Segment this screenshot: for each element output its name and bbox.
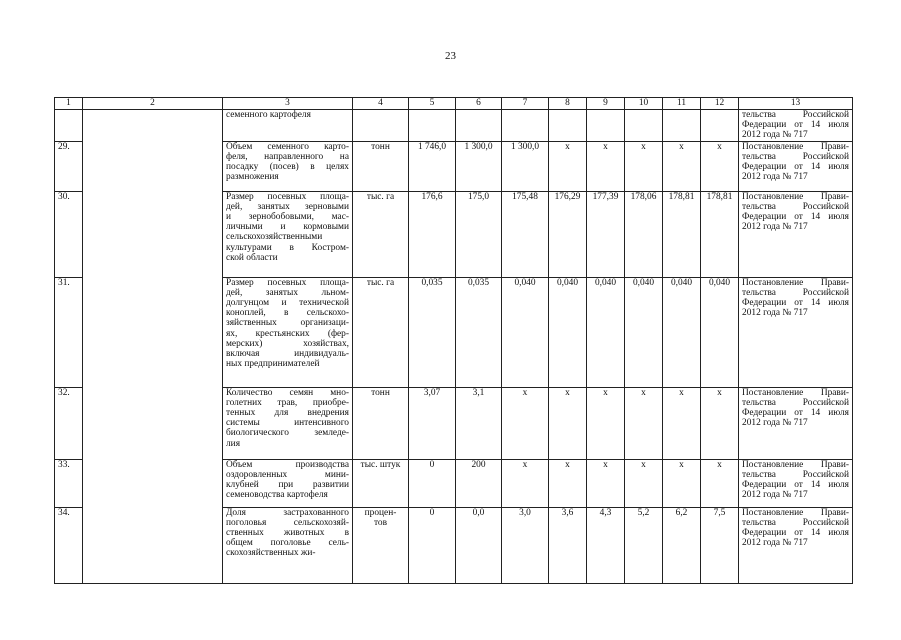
column-number: 6 [456, 98, 502, 110]
value-cell-col-6: 0,035 [456, 277, 502, 387]
value-cell-col-9 [587, 110, 625, 142]
value-cell-col-9: х [587, 387, 625, 459]
value-cell-col-9: 0,040 [587, 277, 625, 387]
source-document: Постановление Прави- тельства Российской Федерации от 14 июля 2012 года № 717 [739, 387, 853, 459]
value-cell-col-6: 3,1 [456, 387, 502, 459]
value-cell-col-8: х [549, 459, 587, 507]
value-cell-col-8 [549, 110, 587, 142]
value-cell-col-5: 0 [409, 507, 456, 583]
value-cell-col-12: 178,81 [701, 191, 739, 277]
value-cell-col-11: 6,2 [663, 507, 701, 583]
value-cell-col-8: х [549, 141, 587, 191]
value-cell-col-9: х [587, 459, 625, 507]
unit-of-measure: тонн [353, 387, 409, 459]
column-number: 13 [739, 98, 853, 110]
column-number: 1 [55, 98, 83, 110]
value-cell-col-10: х [625, 459, 663, 507]
indicators-table [54, 97, 853, 584]
value-cell-col-7: х [502, 387, 549, 459]
value-cell-col-7: 3,0 [502, 507, 549, 583]
unit-of-measure: процен- тов [353, 507, 409, 583]
value-cell-col-10: х [625, 141, 663, 191]
unit-of-measure: тыс. га [353, 191, 409, 277]
column-number: 2 [83, 98, 223, 110]
value-cell-col-5: 176,6 [409, 191, 456, 277]
row-number: 32. [55, 387, 83, 459]
value-cell-col-11: 0,040 [663, 277, 701, 387]
value-cell-col-5 [409, 110, 456, 142]
value-cell-col-6: 0,0 [456, 507, 502, 583]
indicator-name: Размер посевных площа- дей, занятых зерновыми и зернобобовыми, мас- личными и кормовыми сельскохозяйственными культурами в Костром- ской области [223, 191, 353, 277]
column-number: 5 [409, 98, 456, 110]
table-row [55, 110, 853, 142]
column-number: 12 [701, 98, 739, 110]
value-cell-col-9: 177,39 [587, 191, 625, 277]
indicator-name: семенного картофеля [223, 110, 353, 142]
column-number: 3 [223, 98, 353, 110]
value-cell-col-7 [502, 110, 549, 142]
value-cell-col-5: 3,07 [409, 387, 456, 459]
row-number: 34. [55, 507, 83, 583]
value-cell-col-7: 0,040 [502, 277, 549, 387]
value-cell-col-9: 4,3 [587, 507, 625, 583]
value-cell-col-6 [456, 110, 502, 142]
value-cell-col-7: 175,48 [502, 191, 549, 277]
value-cell-col-12: х [701, 459, 739, 507]
value-cell-col-10: 0,040 [625, 277, 663, 387]
value-cell-col-11 [663, 110, 701, 142]
indicator-name: Доля застрахованного поголовья сельскохозяй- ственных животных в общем поголовье сель- скохозяйственных жи- [223, 507, 353, 583]
indicator-name: Объем семенного карто- феля, направленного на посадку (посев) в целях размножения [223, 141, 353, 191]
indicator-name: Размер посевных площа- дей, занятых льном- долгунцом и технической коноплей, в сельскохо- зяйственных организаци- ях, крестьянских (фер- мерских) хозяйствах, включая индивидуаль- ных предпринимателей [223, 277, 353, 387]
value-cell-col-12: х [701, 141, 739, 191]
value-cell-col-8: х [549, 387, 587, 459]
value-cell-col-5: 0,035 [409, 277, 456, 387]
value-cell-col-6: 1 300,0 [456, 141, 502, 191]
value-cell-col-10: х [625, 387, 663, 459]
value-cell-col-11: 178,81 [663, 191, 701, 277]
value-cell-col-11: х [663, 387, 701, 459]
value-cell-col-10 [625, 110, 663, 142]
value-cell-col-11: х [663, 141, 701, 191]
column-number: 4 [353, 98, 409, 110]
column-number: 11 [663, 98, 701, 110]
row-number: 29. [55, 141, 83, 191]
row-number: 30. [55, 191, 83, 277]
value-cell-col-10: 5,2 [625, 507, 663, 583]
value-cell-col-5: 1 746,0 [409, 141, 456, 191]
row-number: 31. [55, 277, 83, 387]
value-cell-col-8: 3,6 [549, 507, 587, 583]
value-cell-col-6: 175,0 [456, 191, 502, 277]
value-cell-col-8: 176,29 [549, 191, 587, 277]
column-number: 10 [625, 98, 663, 110]
unit-of-measure: тонн [353, 141, 409, 191]
value-cell-col-11: х [663, 459, 701, 507]
column-2-cell [83, 110, 223, 584]
page-number: 23 [445, 50, 456, 62]
column-number: 9 [587, 98, 625, 110]
source-document: Постановление Прави- тельства Российской Федерации от 14 июля 2012 года № 717 [739, 507, 853, 583]
value-cell-col-9: х [587, 141, 625, 191]
value-cell-col-6: 200 [456, 459, 502, 507]
source-document: Постановление Прави- тельства Российской Федерации от 14 июля 2012 года № 717 [739, 141, 853, 191]
indicator-name: Количество семян мно- голетних трав, приобре- тенных для внедрения системы интенсивного биологического земледе- лия [223, 387, 353, 459]
source-document: Постановление Прави- тельства Российской Федерации от 14 июля 2012 года № 717 [739, 459, 853, 507]
value-cell-col-10: 178,06 [625, 191, 663, 277]
value-cell-col-5: 0 [409, 459, 456, 507]
value-cell-col-12: 0,040 [701, 277, 739, 387]
value-cell-col-8: 0,040 [549, 277, 587, 387]
value-cell-col-7: 1 300,0 [502, 141, 549, 191]
value-cell-col-12: 7,5 [701, 507, 739, 583]
source-document: тельства Российской Федерации от 14 июля 2012 года № 717 [739, 110, 853, 142]
value-cell-col-12: х [701, 387, 739, 459]
column-number: 8 [549, 98, 587, 110]
column-number: 7 [502, 98, 549, 110]
indicator-name: Объем производства оздоровленных мини- клубней при развитии семеноводства картофеля [223, 459, 353, 507]
value-cell-col-12 [701, 110, 739, 142]
source-document: Постановление Прави- тельства Российской Федерации от 14 июля 2012 года № 717 [739, 277, 853, 387]
row-number: 33. [55, 459, 83, 507]
unit-of-measure: тыс. штук [353, 459, 409, 507]
unit-of-measure: тыс. га [353, 277, 409, 387]
unit-of-measure [353, 110, 409, 142]
value-cell-col-7: х [502, 459, 549, 507]
source-document: Постановление Прави- тельства Российской Федерации от 14 июля 2012 года № 717 [739, 191, 853, 277]
row-number [55, 110, 83, 142]
column-number-row [55, 98, 853, 110]
